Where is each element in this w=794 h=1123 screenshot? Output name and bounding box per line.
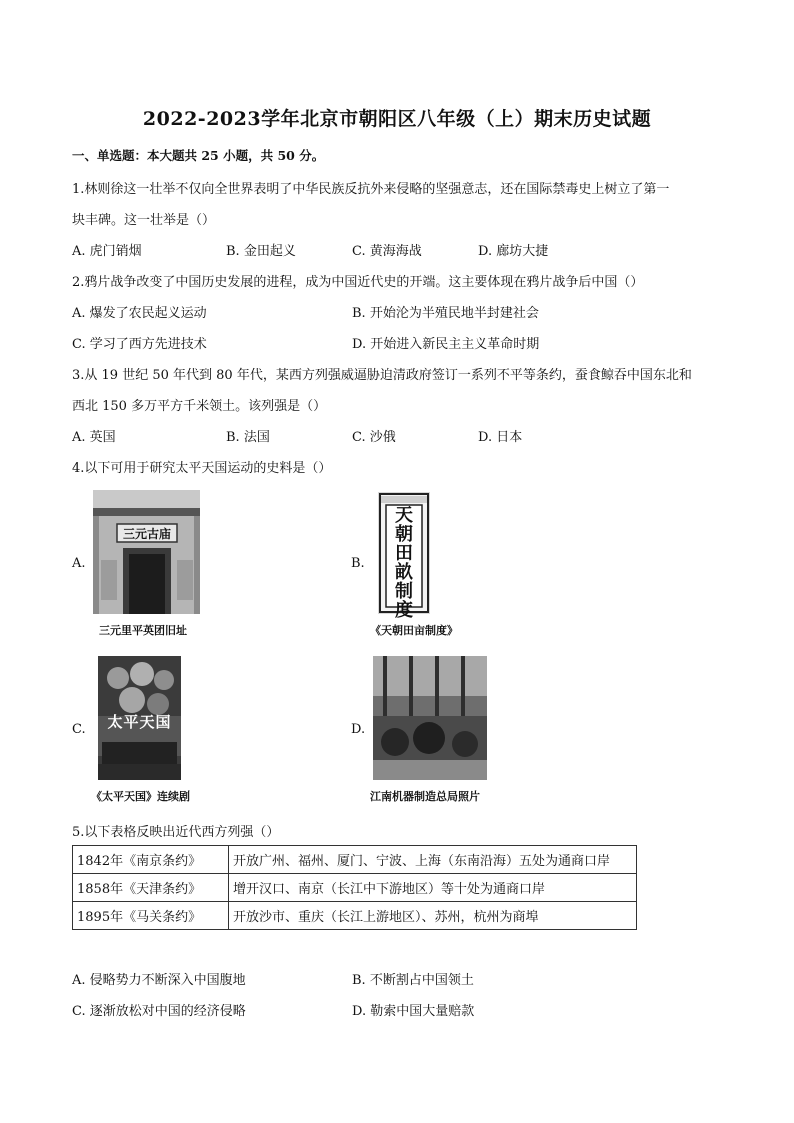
q2-option-d[interactable]: D. 开始进入新民主主义革命时期 xyxy=(352,337,540,352)
book-title-vertical: 天朝田畝制度 xyxy=(395,505,413,621)
table-cell-content: 开放沙市、重庆（长江上游地区）、苏州，杭州为商埠 xyxy=(229,902,637,930)
q5-option-b[interactable]: B. 不断割占中国领土 xyxy=(352,973,474,988)
q1-stem-line2: 块丰碑。这一壮举是（） xyxy=(72,213,216,228)
section-heading: 一、单选题：本大题共 25 小题，共 50 分。 xyxy=(72,148,325,163)
q4-option-d-letter[interactable]: D. xyxy=(351,722,366,737)
q3-option-d[interactable]: D. 日本 xyxy=(478,430,523,445)
temple-sign-text: 三元古庙 xyxy=(122,527,172,541)
page-title: 2022-2023学年北京市朝阳区八年级（上）期末历史试题 xyxy=(142,108,652,130)
factory-machinery-photo[interactable] xyxy=(373,656,487,780)
q4-option-c-letter[interactable]: C. xyxy=(72,722,86,737)
q4-option-a-letter[interactable]: A. xyxy=(72,556,86,571)
q1-option-c[interactable]: C. 黄海海战 xyxy=(352,244,422,259)
table-cell-treaty: 1858年《天津条约》 xyxy=(73,874,229,902)
treaty-table xyxy=(72,845,637,930)
table-row xyxy=(73,874,637,902)
q5-option-a[interactable]: A. 侵略势力不断深入中国腹地 xyxy=(72,973,246,988)
q2-option-c[interactable]: C. 学习了西方先进技术 xyxy=(72,337,207,352)
q5-option-c[interactable]: C. 逐渐放松对中国的经济侵略 xyxy=(72,1004,246,1019)
temple-gate-photo[interactable] xyxy=(93,490,200,614)
q3-stem-line1: 3.从 19 世纪 50 年代到 80 年代，某西方列强威逼胁迫清政府签订一系列不平等条约，蚕食鲸吞中国东北和 xyxy=(72,368,692,383)
q1-stem-line1: 1.林则徐这一壮举不仅向全世界表明了中华民族反抗外来侵略的坚强意志，还在国际禁毒史上树立了第一 xyxy=(72,182,670,197)
table-cell-treaty: 1842年《南京条约》 xyxy=(73,846,229,874)
q5-stem: 5.以下表格反映出近代西方列强（） xyxy=(72,825,280,840)
q2-stem: 2.鸦片战争改变了中国历史发展的进程，成为中国近代史的开端。这主要体现在鸦片战争后中国（） xyxy=(72,275,644,290)
table-cell-content: 增开汉口、南京（长江中下游地区）等十处为通商口岸 xyxy=(229,874,637,902)
q3-option-a[interactable]: A. 英国 xyxy=(72,430,116,445)
q4-caption-d: 江南机器制造总局照片 xyxy=(370,790,480,803)
q4-option-b-letter[interactable]: B. xyxy=(351,556,365,571)
q2-option-b[interactable]: B. 开始沦为半殖民地半封建社会 xyxy=(352,306,539,321)
poster-title-text: 太平天国 xyxy=(107,713,172,731)
q4-caption-a: 三元里平英团旧址 xyxy=(99,624,187,637)
q4-caption-c: 《太平天国》连续剧 xyxy=(91,790,190,803)
table-row xyxy=(73,846,637,874)
table-cell-content: 开放广州、福州、厦门、宁波、上海（东南沿海）五处为通商口岸 xyxy=(229,846,637,874)
q4-caption-b: 《天朝田亩制度》 xyxy=(370,624,458,637)
q3-stem-line2: 西北 150 多万平方千米领土。该列强是（） xyxy=(72,399,327,414)
table-cell-treaty: 1895年《马关条约》 xyxy=(73,902,229,930)
q2-option-a[interactable]: A. 爆发了农民起义运动 xyxy=(72,306,207,321)
q4-stem: 4.以下可用于研究太平天国运动的史料是（） xyxy=(72,461,332,476)
q5-option-d[interactable]: D. 勒索中国大量赔款 xyxy=(352,1004,475,1019)
table-row xyxy=(73,902,637,930)
q1-option-a[interactable]: A. 虎门销烟 xyxy=(72,244,142,259)
q1-option-b[interactable]: B. 金田起义 xyxy=(226,244,296,259)
q3-option-b[interactable]: B. 法国 xyxy=(226,430,270,445)
q1-option-d[interactable]: D. 廊坊大捷 xyxy=(478,244,549,259)
q3-option-c[interactable]: C. 沙俄 xyxy=(352,430,396,445)
